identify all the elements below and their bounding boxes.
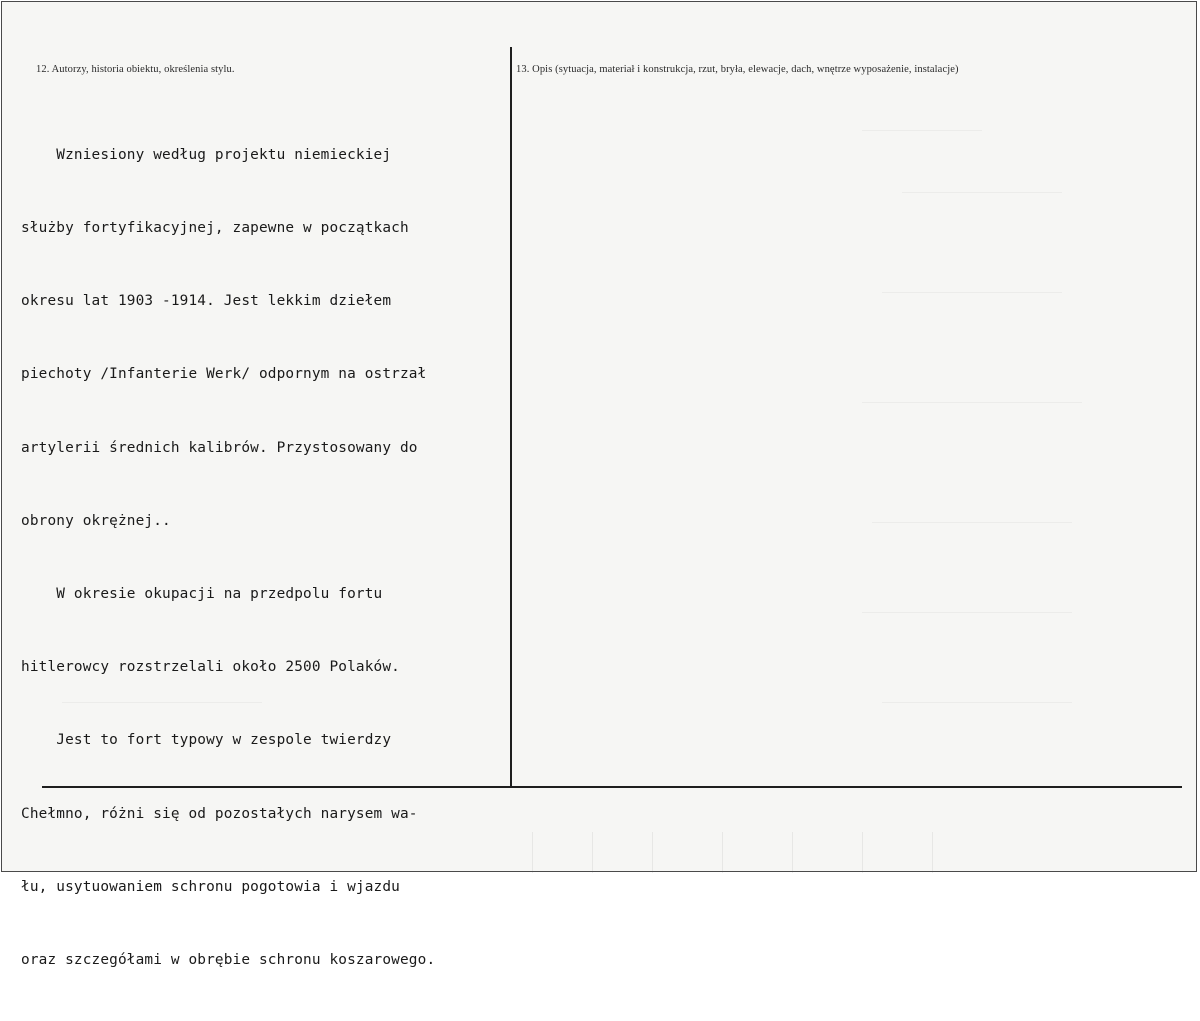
typed-line: łu, usytuowaniem schronu pogotowia i wjazdu (21, 878, 400, 895)
ghost-tick (862, 832, 863, 873)
ghost-tick (932, 832, 933, 873)
ghost-mark (882, 292, 1062, 293)
typed-line: Chełmno, różni się od pozostałych narysem wa- (21, 805, 418, 822)
ghost-mark (862, 402, 1082, 403)
typed-line: artylerii średnich kalibrów. Przystosowany do (21, 439, 418, 456)
typed-line: obrony okrężnej.. (21, 512, 171, 529)
section-13-label: 13. Opis (sytuacja, materiał i konstrukcja, rzut, bryła, elewacje, dach, wnętrze wyposażenie, instalacje) (516, 64, 959, 75)
typed-line: Jest to fort typowy w zespole twierdzy (21, 732, 392, 749)
section-12-label: 12. Autorzy, historia obiektu, określenia stylu. (36, 64, 235, 75)
ghost-mark (882, 702, 1072, 703)
ghost-tick (532, 832, 533, 873)
ghost-mark (862, 612, 1072, 613)
ghost-tick (652, 832, 653, 873)
typed-line: okresu lat 1903 -1914. Jest lekkim dziełem (21, 293, 392, 310)
typed-line: piechoty /Infanterie Werk/ odpornym na ostrzał (21, 366, 427, 383)
ghost-mark (872, 522, 1072, 523)
ghost-mark (862, 130, 982, 131)
ghost-tick (792, 832, 793, 873)
ghost-tick (722, 832, 723, 873)
section-12-typed-text (21, 94, 516, 1021)
typed-line: hitlerowcy rozstrzelali około 2500 Polaków. (21, 659, 400, 676)
typed-line: W okresie okupacji na przedpolu fortu (21, 586, 383, 603)
ghost-mark (902, 192, 1062, 193)
record-card (1, 1, 1197, 969)
typed-line: oraz szczegółami w obrębie schronu koszarowego. (21, 952, 436, 969)
ghost-tick (592, 832, 593, 873)
typed-line: służby fortyfikacyjnej, zapewne w początkach (21, 220, 409, 237)
typed-line: Wzniesiony według projektu niemieckiej (21, 146, 392, 163)
